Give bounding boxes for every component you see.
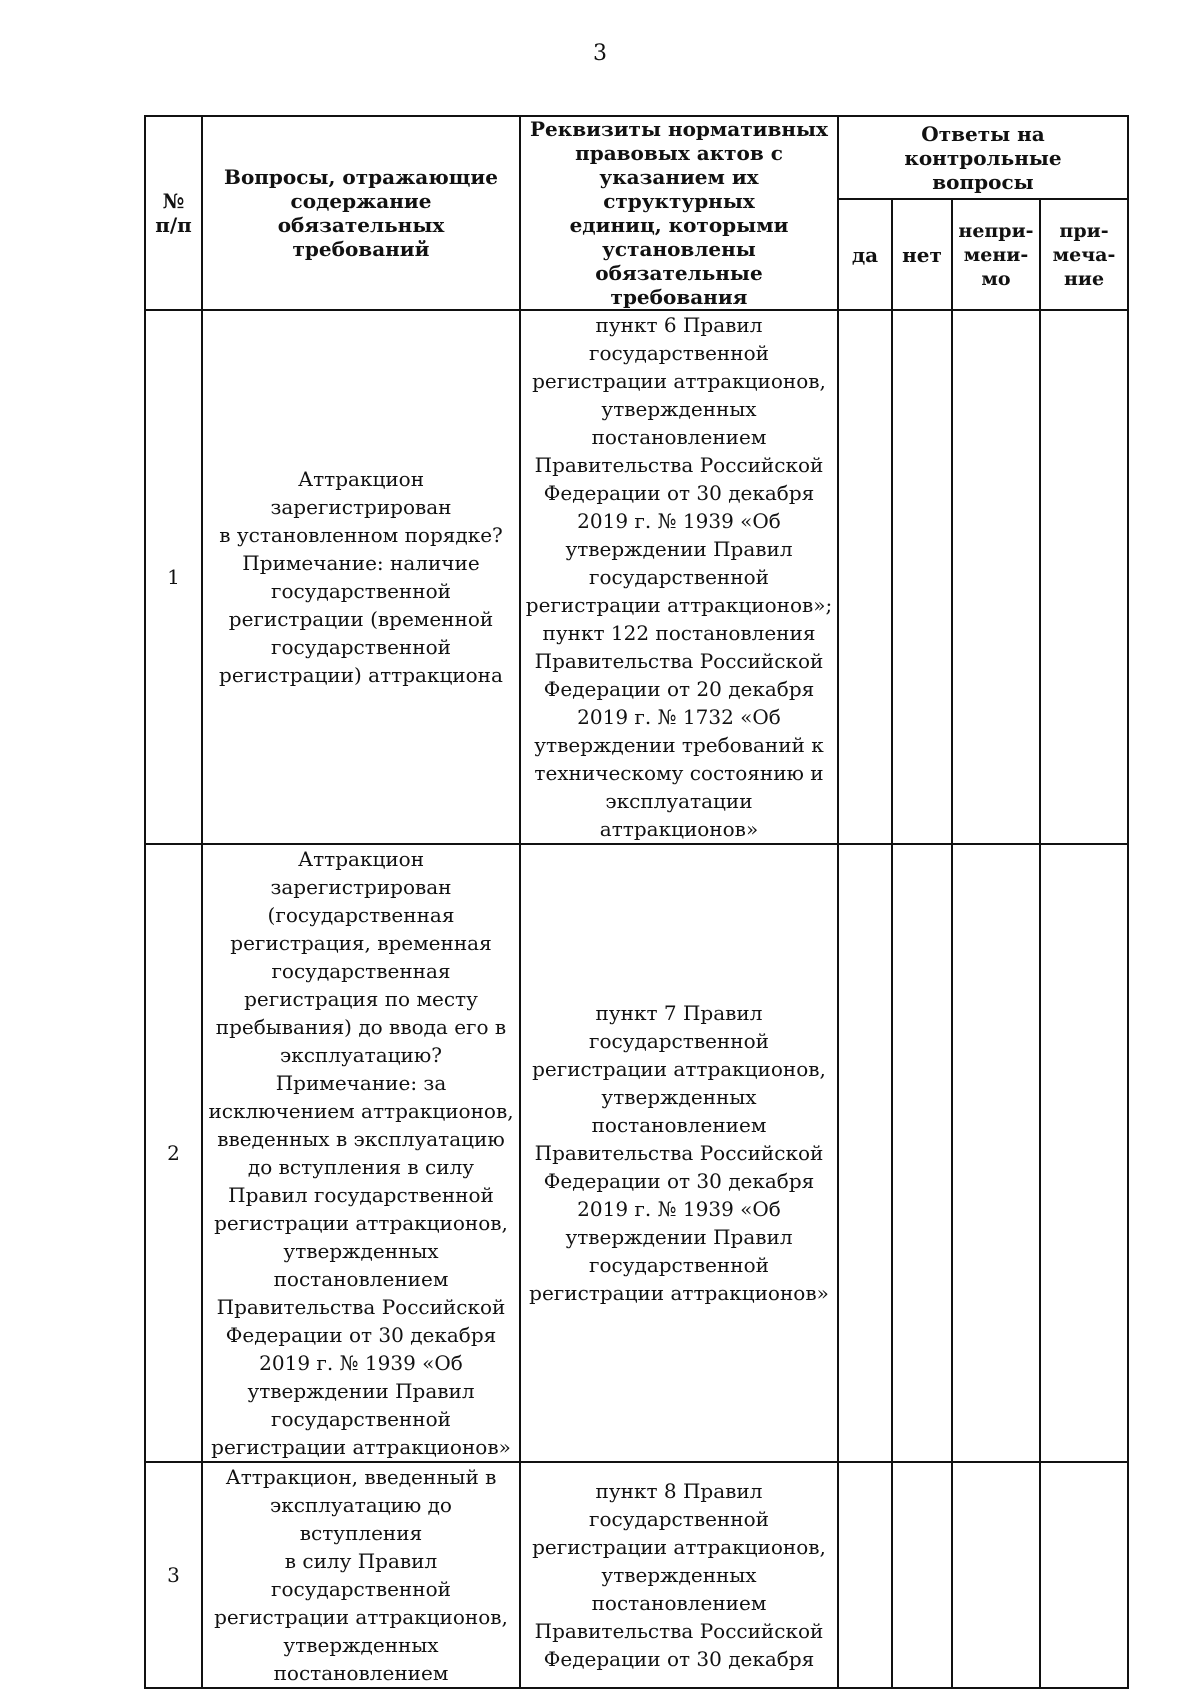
row-requisites: пункт 8 Правил государственной регистрации аттракционов, утвержденных постановлением Правительства Российской Федерации от 30 декабря: [520, 1462, 838, 1688]
answer-not-applicable-cell[interactable]: [952, 310, 1040, 844]
answer-yes-cell[interactable]: [838, 1462, 892, 1688]
header-note: при- меча- ние: [1040, 199, 1128, 310]
header-no: нет: [892, 199, 952, 310]
header-number: № п/п: [145, 116, 202, 310]
header-yes: да: [838, 199, 892, 310]
row-requisites: пункт 7 Правил государственной регистрации аттракционов, утвержденных постановлением Правительства Российской Федерации от 30 декабря 2019 г. № 1939 «Об утверждении Правил государственной регистрации аттракционов»: [520, 844, 838, 1462]
table-row: [145, 310, 1128, 844]
row-number: 2: [145, 844, 202, 1462]
answer-note-cell[interactable]: [1040, 844, 1128, 1462]
answer-not-applicable-cell[interactable]: [952, 1462, 1040, 1688]
header-not-applicable: непри- мени- мо: [952, 199, 1040, 310]
header-answers-group: Ответы на контрольные вопросы: [838, 116, 1128, 199]
row-number: 1: [145, 310, 202, 844]
answer-no-cell[interactable]: [892, 1462, 952, 1688]
answer-no-cell[interactable]: [892, 310, 952, 844]
row-requisites: пункт 6 Правил государственной регистрации аттракционов, утвержденных постановлением Правительства Российской Федерации от 30 декабря 2019 г. № 1939 «Об утверждении Правил государственной регистрации аттракционов»; пункт 122 постановления Правительства Российской Федерации от 20 декабря 2019 г. № 1732 «Об утверждении требований к техническому состоянию и эксплуатации аттракционов»: [520, 310, 838, 844]
checklist-table: [144, 115, 1129, 1689]
answer-no-cell[interactable]: [892, 844, 952, 1462]
row-question: Аттракцион, введенный в эксплуатацию до вступления в силу Правил государственной регистрации аттракционов, утвержденных постановлением: [202, 1462, 520, 1688]
answer-not-applicable-cell[interactable]: [952, 844, 1040, 1462]
row-question: Аттракцион зарегистрирован (государственная регистрация, временная государственная регистрация по месту пребывания) до ввода его в эксплуатацию? Примечание: за исключением аттракционов, введенных в эксплуатацию до вступления в силу Правил государственной регистрации аттракционов, утвержденных постановлением Правительства Российской Федерации от 30 декабря 2019 г. № 1939 «Об утверждении Правил государственной регистрации аттракционов»: [202, 844, 520, 1462]
table-row: [145, 844, 1128, 1462]
answer-note-cell[interactable]: [1040, 310, 1128, 844]
page-number: 3: [593, 41, 607, 66]
row-number: 3: [145, 1462, 202, 1688]
table-row: [145, 1462, 1128, 1688]
answer-note-cell[interactable]: [1040, 1462, 1128, 1688]
answer-yes-cell[interactable]: [838, 844, 892, 1462]
header-questions: Вопросы, отражающие содержание обязательных требований: [202, 116, 520, 310]
answer-yes-cell[interactable]: [838, 310, 892, 844]
row-question: Аттракцион зарегистрирован в установленном порядке? Примечание: наличие государственной регистрации (временной государственной регистрации) аттракциона: [202, 310, 520, 844]
header-requisites: Реквизиты нормативных правовых актов с указанием их структурных единиц, которыми установлены обязательные требования: [520, 116, 838, 310]
